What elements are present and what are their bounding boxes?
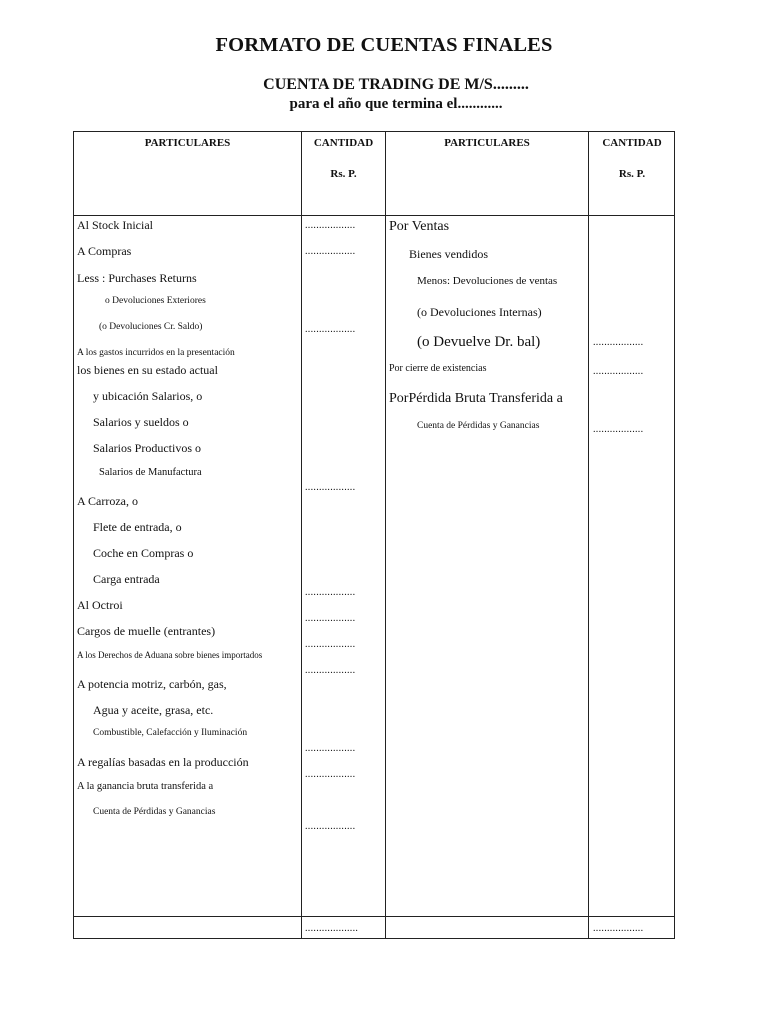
- amount-placeholder: ..................: [305, 587, 356, 598]
- period-subtitle: para el año que termina el............: [289, 96, 503, 112]
- debit-line: o Devoluciones Exteriores: [105, 296, 206, 306]
- account-subtitle: CUENTA DE TRADING DE M/S.........: [263, 76, 529, 93]
- column-divider-3: [588, 131, 589, 939]
- header-currency-left: Rs. P.: [330, 168, 357, 180]
- credit-line: (o Devuelve Dr. bal): [417, 334, 541, 350]
- column-divider-2: [385, 131, 386, 939]
- debit-line: Less : Purchases Returns: [77, 271, 197, 285]
- credit-line: Cuenta de Pérdidas y Ganancias: [417, 421, 540, 431]
- amount-placeholder: ..................: [593, 424, 644, 435]
- amount-placeholder: ..................: [305, 246, 356, 257]
- column-divider-1: [301, 131, 302, 939]
- debit-line: A regalías basadas en la producción: [77, 755, 249, 769]
- amount-placeholder: ..................: [305, 821, 356, 832]
- amount-placeholder: ..................: [305, 769, 356, 780]
- debit-line: A potencia motriz, carbón, gas,: [77, 677, 227, 691]
- header-divider: [73, 215, 675, 216]
- credit-line: Bienes vendidos: [409, 247, 488, 261]
- total-divider: [73, 916, 675, 917]
- debit-line: Combustible, Calefacción y Iluminación: [93, 728, 248, 738]
- header-currency-right: Rs. P.: [618, 168, 646, 180]
- header-amount-right: CANTIDAD: [602, 137, 662, 149]
- amount-placeholder: ..................: [593, 337, 644, 348]
- debit-line: Salarios Productivos o: [93, 441, 201, 455]
- amount-placeholder: ..................: [305, 482, 356, 493]
- credit-line: Menos: Devoluciones de ventas: [417, 275, 558, 287]
- header-amount-left: CANTIDAD: [313, 137, 374, 149]
- header-particulars-left: PARTICULARES: [144, 137, 231, 149]
- debit-line: Cargos de muelle (entrantes): [77, 624, 216, 638]
- credit-line: (o Devoluciones Internas): [417, 305, 542, 319]
- total-amount-debit: ...................: [305, 923, 359, 934]
- amount-placeholder: ..................: [593, 366, 644, 377]
- debit-line: Coche en Compras o: [93, 546, 194, 560]
- debit-line: Flete de entrada, o: [93, 520, 182, 534]
- debit-line: A Compras: [77, 244, 132, 258]
- debit-line: A la ganancia bruta transferida a: [77, 781, 214, 792]
- total-amount-credit: ..................: [593, 923, 644, 934]
- debit-line: y ubicación Salarios, o: [93, 389, 203, 403]
- page-title: FORMATO DE CUENTAS FINALES: [215, 34, 553, 56]
- debit-line: los bienes en su estado actual: [77, 363, 218, 377]
- debit-line: Al Octroi: [77, 598, 123, 612]
- amount-placeholder: ..................: [305, 665, 356, 676]
- debit-line: Cuenta de Pérdidas y Ganancias: [93, 807, 216, 817]
- amount-placeholder: ..................: [305, 613, 356, 624]
- debit-line: Salarios y sueldos o: [93, 415, 189, 429]
- amount-placeholder: ..................: [305, 324, 356, 335]
- debit-line: A los Derechos de Aduana sobre bienes importados: [77, 650, 263, 660]
- debit-line: A los gastos incurridos en la presentación: [77, 348, 235, 358]
- debit-line: A Carroza, o: [77, 494, 138, 508]
- header-particulars-right: PARTICULARES: [444, 137, 530, 149]
- debit-line: Salarios de Manufactura: [99, 467, 202, 478]
- amount-placeholder: ..................: [305, 220, 356, 231]
- debit-line: Al Stock Inicial: [77, 218, 153, 232]
- credit-line: Por cierre de existencias: [389, 363, 487, 374]
- debit-line: Agua y aceite, grasa, etc.: [93, 703, 214, 717]
- trading-account-table: [73, 131, 675, 939]
- debit-line: Carga entrada: [93, 572, 160, 586]
- credit-line: PorPérdida Bruta Transferida a: [389, 391, 563, 406]
- amount-placeholder: ..................: [305, 743, 356, 754]
- amount-placeholder: ..................: [305, 639, 356, 650]
- credit-line: Por Ventas: [389, 219, 450, 234]
- debit-line: (o Devoluciones Cr. Saldo): [99, 322, 203, 332]
